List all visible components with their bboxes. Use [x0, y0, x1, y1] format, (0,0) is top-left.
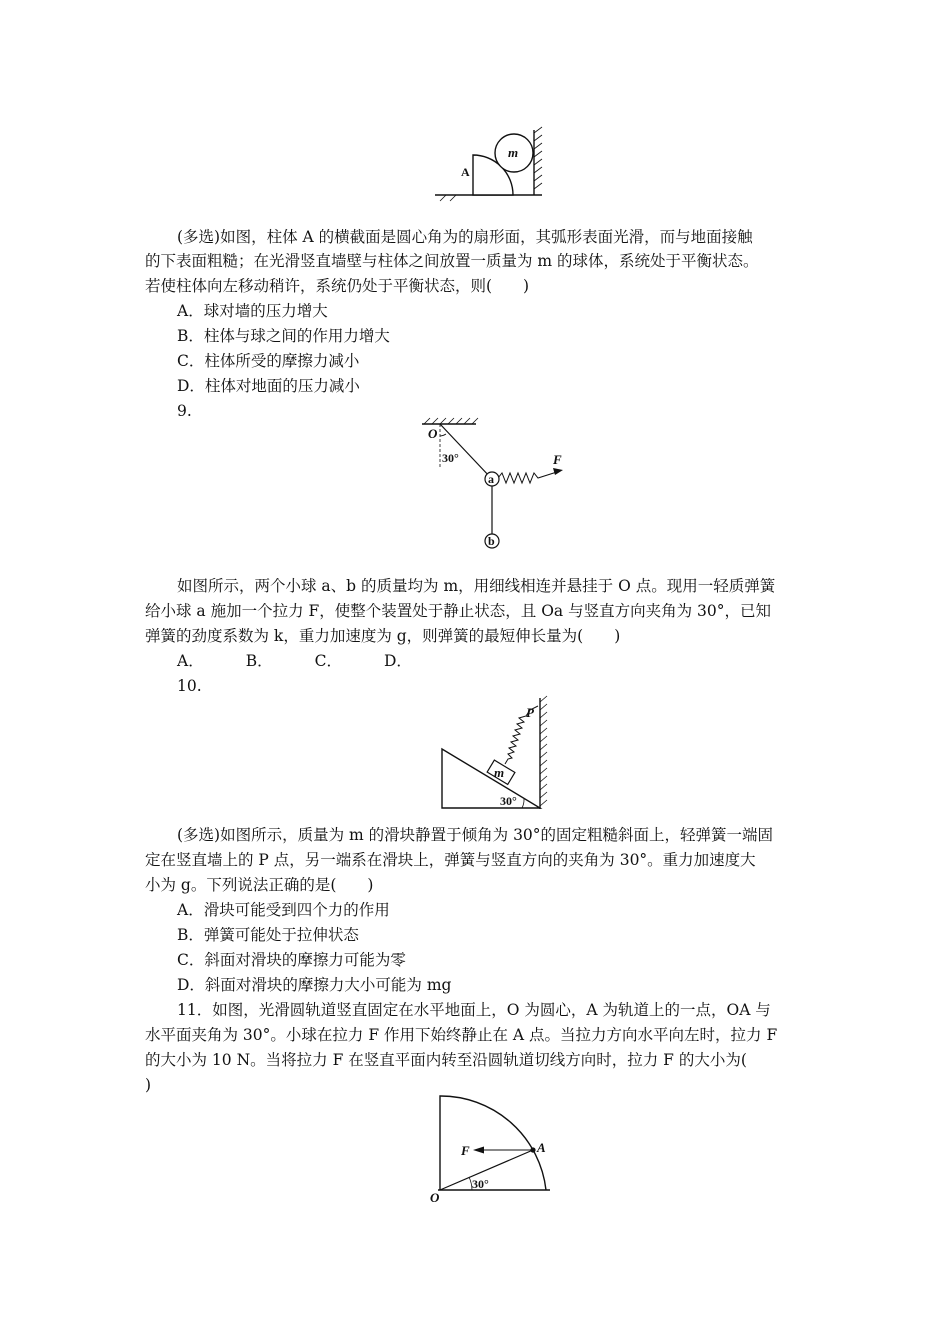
- label-b: b: [488, 534, 495, 548]
- q10-number: 10.: [177, 677, 202, 695]
- q9-options: [177, 650, 454, 672]
- label-P: P: [526, 705, 534, 720]
- q10-option-a: A．滑块可能受到四个力的作用: [177, 901, 390, 919]
- q8-option-b: B．柱体与球之间的作用力增大: [177, 327, 390, 345]
- q9-option-c: C．: [314, 652, 342, 670]
- q10-option-b: B．弹簧可能处于拉伸状态: [177, 926, 359, 944]
- q8-option-d: D．柱体对地面的压力减小: [177, 377, 360, 395]
- q10-line-3: 小为 g。下列说法正确的是( ): [145, 876, 374, 894]
- label-angle-30: 30°: [442, 451, 459, 465]
- q11-line-3: 的大小为 10 N。当将拉力 F 在竖直平面内转至沿圆轨道切线方向时，拉力 F 的大小为(: [145, 1051, 747, 1069]
- label-A: A: [537, 1140, 546, 1155]
- label-A: A: [461, 165, 470, 179]
- label-F: F: [461, 1143, 470, 1158]
- q8-option-c: C．柱体所受的摩擦力减小: [177, 352, 360, 370]
- label-a: a: [488, 472, 494, 486]
- q11-line-4: ): [145, 1076, 152, 1094]
- label-angle-30: 30°: [472, 1177, 489, 1191]
- q8-line-3: 若使柱体向左移动稍许，系统仍处于平衡状态，则( ): [145, 277, 530, 295]
- q10-line-2: 定在竖直墙上的 P 点，另一端系在滑块上，弹簧与竖直方向的夹角为 30°。重力加速度大: [145, 851, 756, 869]
- figure-circular-track: [428, 1092, 558, 1204]
- label-angle-30: 30°: [500, 794, 517, 808]
- figure-incline-spring: [438, 696, 550, 812]
- figure-cylinder-sector: [430, 125, 550, 200]
- label-m: m: [494, 765, 505, 780]
- label-F: F: [553, 452, 562, 467]
- q9-line-2: 给小球 a 施加一个拉力 F，使整个装置处于静止状态，且 Oa 与竖直方向夹角为 30°，已知: [145, 602, 771, 620]
- label-m: m: [508, 145, 519, 160]
- figure-spring-balls: [420, 418, 580, 553]
- q11-line-2: 水平面夹角为 30°。小球在拉力 F 作用下始终静止在 A 点。当拉力方向水平向左时，拉力 F: [145, 1026, 778, 1044]
- q9-number: 9.: [177, 402, 192, 420]
- q8-line-1: (多选)如图，柱体 A 的横截面是圆心角为的扇形面，其弧形表面光滑，而与地面接触: [177, 228, 753, 246]
- q9-line-1: 如图所示，两个小球 a、b 的质量均为 m，用细线相连并悬挂于 O 点。现用一轻质弹簧: [177, 577, 776, 595]
- label-O: O: [430, 1190, 440, 1205]
- q8-option-a: A．球对墙的压力增大: [177, 302, 328, 320]
- q9-option-a: A．: [177, 652, 204, 670]
- q9-option-d: D．: [383, 652, 412, 670]
- q10-line-1: (多选)如图所示，质量为 m 的滑块静置于倾角为 30°的固定粗糙斜面上，轻弹簧一端固: [177, 826, 774, 844]
- q9-option-b: B．: [245, 652, 273, 670]
- q11-line-1: 11．如图，光滑圆轨道竖直固定在水平地面上，O 为圆心，A 为轨道上的一点，OA 与: [177, 1001, 771, 1019]
- label-O: O: [428, 426, 438, 441]
- q10-option-c: C．斜面对滑块的摩擦力可能为零: [177, 951, 406, 969]
- q9-line-3: 弹簧的劲度系数为 k，重力加速度为 g，则弹簧的最短伸长量为( ): [145, 627, 621, 645]
- q8-line-2: 的下表面粗糙；在光滑竖直墙壁与柱体之间放置一质量为 m 的球体，系统处于平衡状态。: [145, 252, 759, 270]
- q10-option-d: D．斜面对滑块的摩擦力大小可能为 mg: [177, 976, 452, 994]
